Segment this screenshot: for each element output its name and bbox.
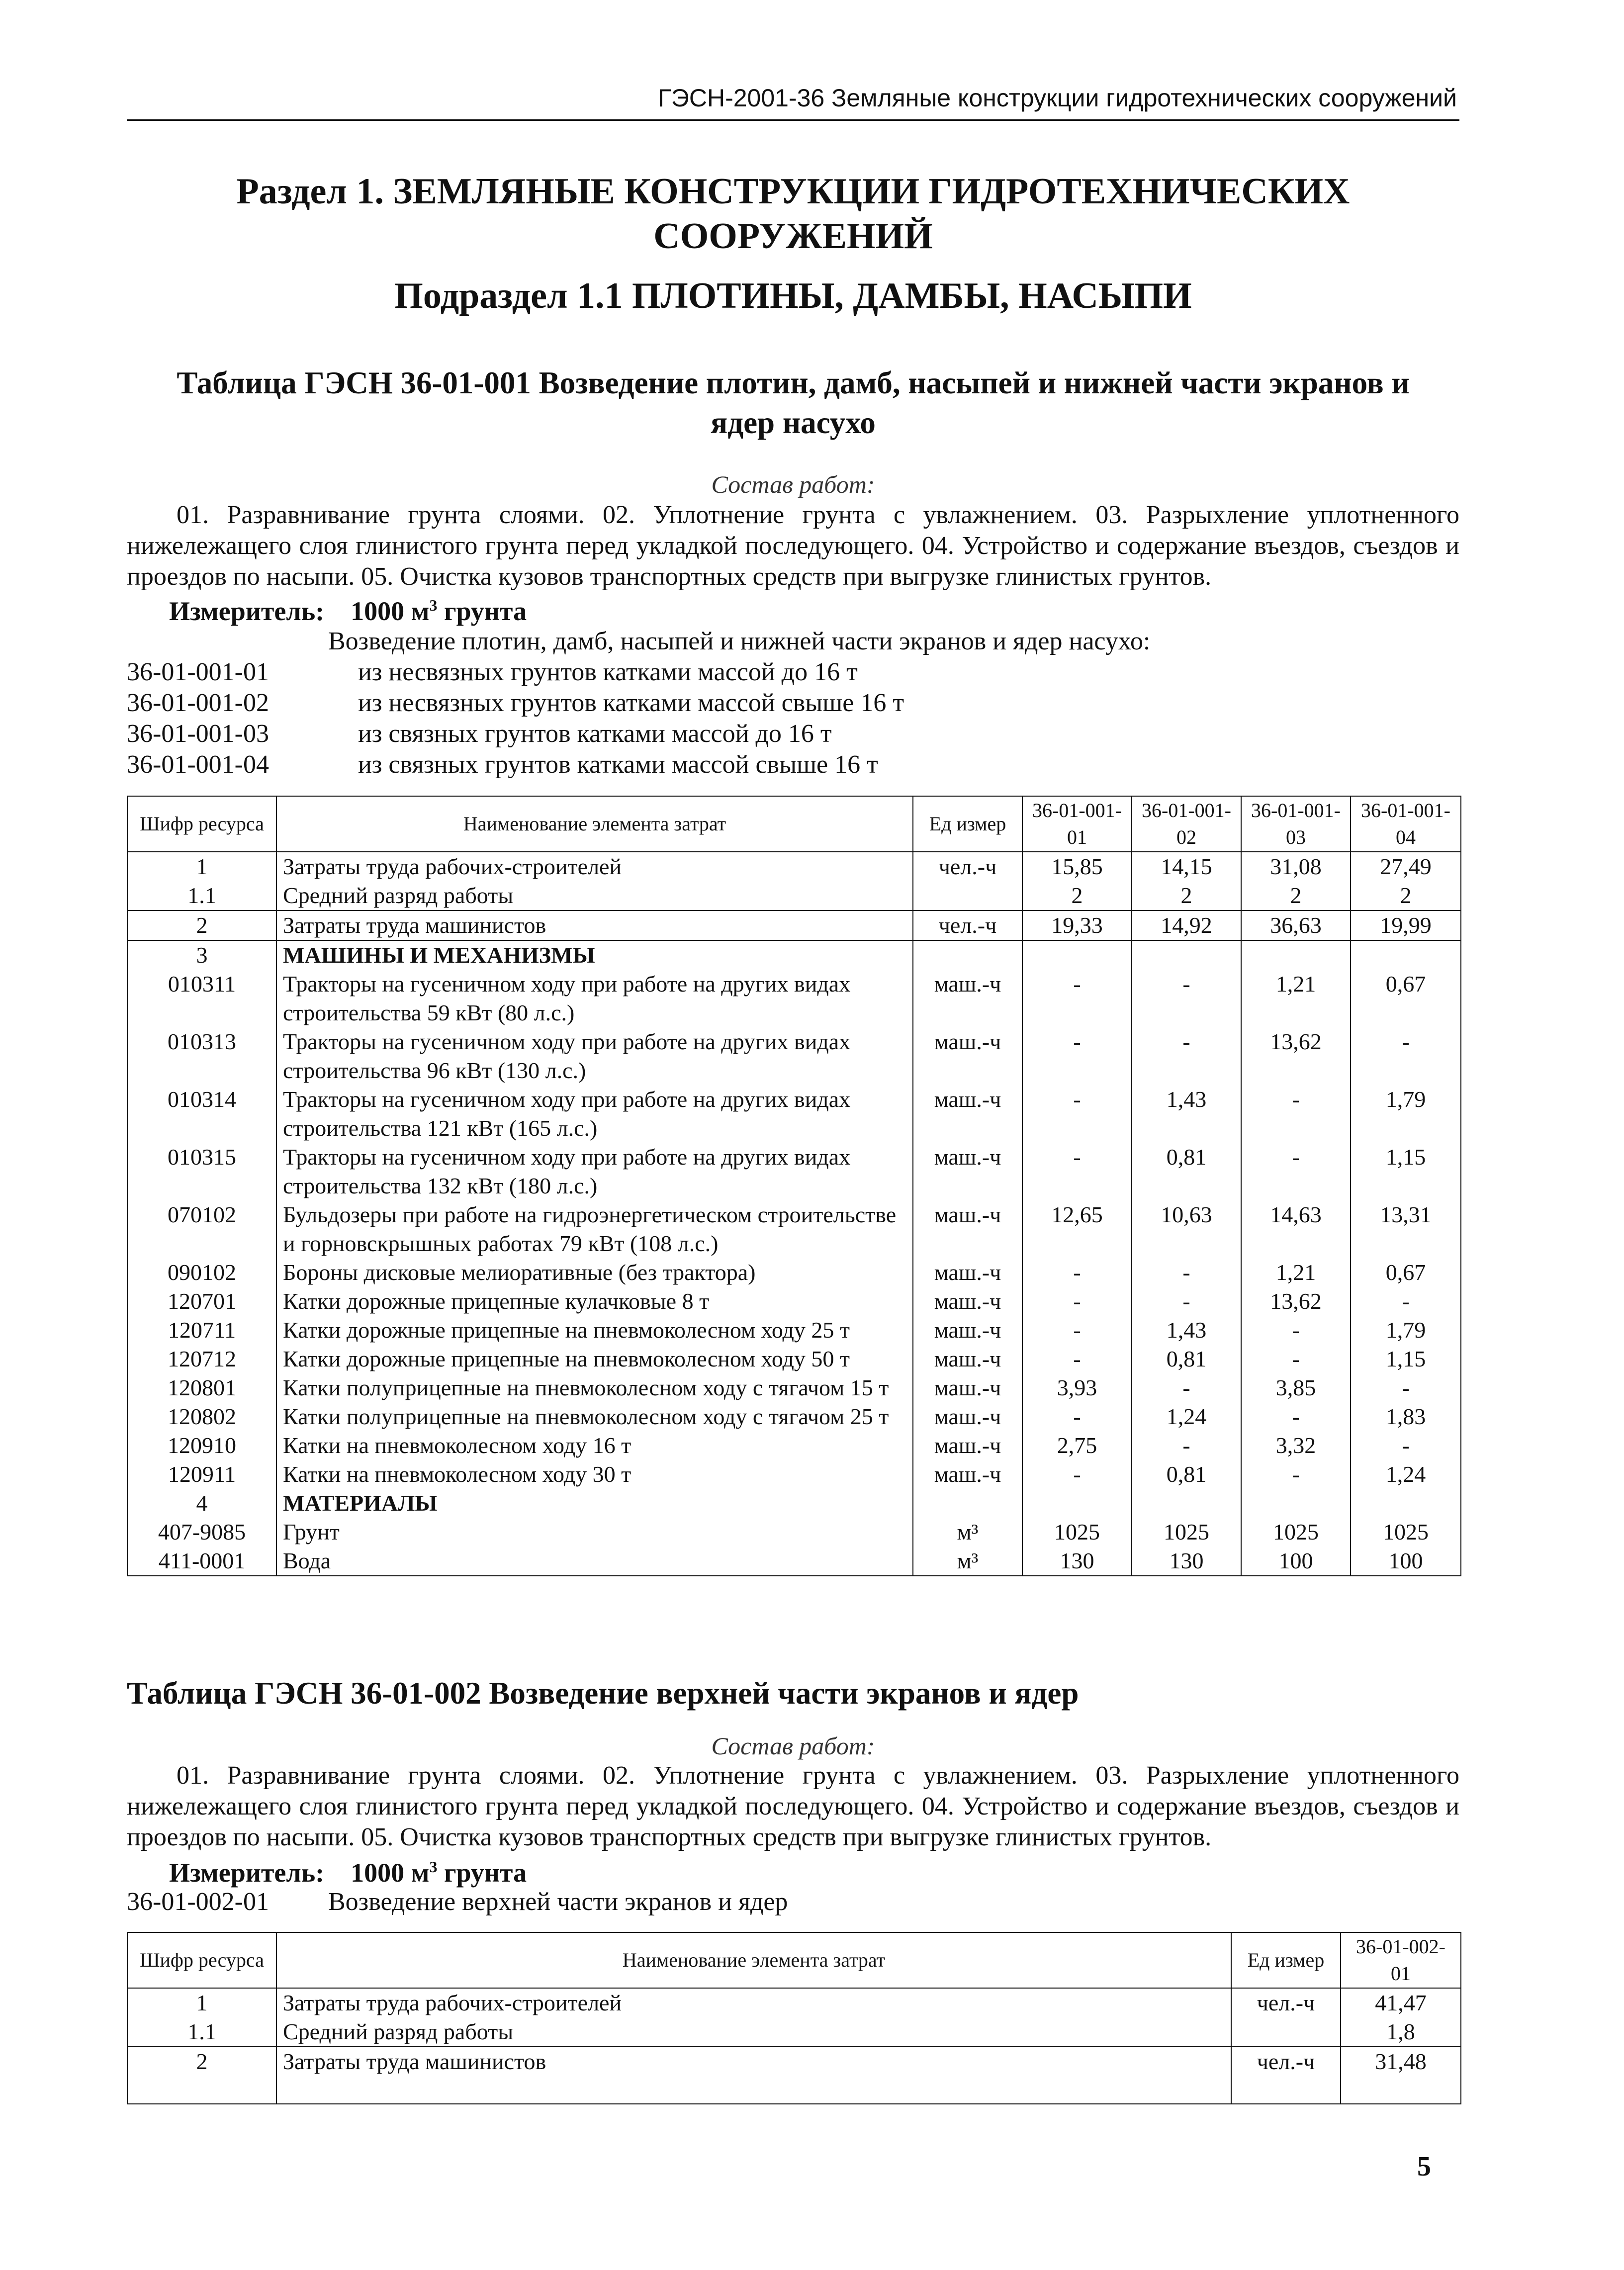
cell-code: 2	[127, 910, 276, 940]
table-row	[127, 1546, 1461, 1576]
cell-unit: м³	[913, 1518, 1022, 1546]
cell-value: -	[1351, 1373, 1461, 1402]
cell-code: 407-9085	[127, 1518, 276, 1546]
cell-name: Тракторы на гусеничном ходу при работе на других видах строительства 132 кВт (180 л.с.)	[276, 1143, 913, 1200]
cell-value: 130	[1022, 1546, 1132, 1576]
measure-value: 1000 м	[351, 596, 430, 626]
cell-unit	[913, 1489, 1022, 1518]
cell-value: 15,85	[1022, 852, 1132, 881]
cell-code: 120801	[127, 1373, 276, 1402]
cell-value: 130	[1132, 1546, 1241, 1576]
norm-code: 36-01-001-04	[127, 750, 269, 779]
norm-code: 36-01-001-02	[127, 689, 269, 717]
table-row	[127, 1287, 1461, 1316]
cell-unit: маш.-ч	[913, 1431, 1022, 1460]
cell-unit: маш.-ч	[913, 1287, 1022, 1316]
norm-name: из связных грунтов катками массой свыше 16 т	[358, 750, 878, 779]
cell-unit: маш.-ч	[913, 1143, 1022, 1200]
cell-value: 13,31	[1351, 1200, 1461, 1258]
table2-norm-code: 36-01-002-01	[127, 1888, 269, 1916]
cell-code: 120910	[127, 1431, 276, 1460]
cell-value: 2,75	[1022, 1431, 1132, 1460]
table2-sostav-label: Состав работ:	[711, 1732, 875, 1760]
cell-name: Катки дорожные прицепные кулачковые 8 т	[276, 1287, 913, 1316]
cell-value: 0,67	[1351, 1258, 1461, 1287]
table-row	[127, 1402, 1461, 1431]
cell-value: -	[1241, 1345, 1351, 1373]
table1-sostav-text: 01. Разравнивание грунта слоями. 02. Уплотнение грунта с увлажнением. 03. Разрыхление уплотненного нижележащего слоя глинистого грунта перед укладкой последующего. 04. Устройство и содержание въездов, съездов и проездов по насыпи. 05. Очистка кузовов транспортных средств при выгрузке глинистых грунтов.	[127, 501, 1459, 591]
cell-unit: маш.-ч	[913, 970, 1022, 1027]
cell-value	[1351, 940, 1461, 970]
cell-name: Бульдозеры при работе на гидроэнергетическом строительстве и горновскрышных работах 79 кВт (108 л.с.)	[276, 1200, 913, 1258]
cell-unit: маш.-ч	[913, 1402, 1022, 1431]
col-header-norm: 36-01-001-03	[1241, 796, 1351, 852]
col-header-code: Шифр ресурса	[127, 1932, 276, 1988]
col-header-name: Наименование элемента затрат	[276, 1932, 1231, 1988]
cell-value: 12,65	[1022, 1200, 1132, 1258]
cell-name: Тракторы на гусеничном ходу при работе на других видах строительства 59 кВт (80 л.с.)	[276, 970, 913, 1027]
cell-value: 0,81	[1132, 1345, 1241, 1373]
cell-value: 1,24	[1351, 1460, 1461, 1489]
table-row	[127, 1027, 1461, 1085]
cell-code: 120911	[127, 1460, 276, 1489]
cell-value: -	[1351, 1027, 1461, 1085]
norm-name: из несвязных грунтов катками массой свыше 16 т	[358, 689, 904, 717]
cell-value: -	[1022, 1085, 1132, 1143]
cell-value: 1,24	[1132, 1402, 1241, 1431]
col-header-unit: Ед измер	[1231, 1932, 1341, 1988]
cell-value: 31,48	[1341, 2047, 1461, 2104]
col-header-code: Шифр ресурса	[127, 796, 276, 852]
cell-unit: чел.-ч	[1231, 2047, 1341, 2104]
cell-code: 1	[127, 1988, 276, 2017]
table2-header-row	[127, 1932, 1461, 1988]
cell-value: 19,99	[1351, 910, 1461, 940]
cell-value: 13,62	[1241, 1027, 1351, 1085]
cell-name: Грунт	[276, 1518, 913, 1546]
cell-value: 2	[1132, 881, 1241, 910]
cell-code: 120701	[127, 1287, 276, 1316]
table-row	[127, 1431, 1461, 1460]
running-header: ГЭСН-2001-36 Земляные конструкции гидротехнических сооружений	[657, 84, 1457, 112]
cell-code: 120802	[127, 1402, 276, 1431]
cell-value	[1241, 1489, 1351, 1518]
cell-value: -	[1132, 1027, 1241, 1085]
cell-name: Бороны дисковые мелиоративные (без трактора)	[276, 1258, 913, 1287]
cell-name: Катки дорожные прицепные на пневмоколесном ходу 50 т	[276, 1345, 913, 1373]
cell-value: -	[1132, 1373, 1241, 1402]
cell-value: 1,8	[1341, 2017, 1461, 2047]
cell-name: Затраты труда машинистов	[276, 2047, 1231, 2104]
cell-code: 010314	[127, 1085, 276, 1143]
cell-name: Тракторы на гусеничном ходу при работе на других видах строительства 96 кВт (130 л.с.)	[276, 1027, 913, 1085]
cell-unit: маш.-ч	[913, 1316, 1022, 1345]
cell-code: 1.1	[127, 881, 276, 910]
cell-unit: чел.-ч	[913, 910, 1022, 940]
table-row	[127, 1085, 1461, 1143]
cell-value: -	[1022, 1143, 1132, 1200]
cell-value	[1241, 940, 1351, 970]
cell-value: -	[1022, 1460, 1132, 1489]
cell-code: 010315	[127, 1143, 276, 1200]
cell-value: 0,81	[1132, 1460, 1241, 1489]
col-header-unit: Ед измер	[913, 796, 1022, 852]
cell-code: 120711	[127, 1316, 276, 1345]
cell-name: Средний разряд работы	[276, 2017, 1231, 2047]
cell-value: 1,43	[1132, 1085, 1241, 1143]
cell-name: Тракторы на гусеничном ходу при работе на других видах строительства 121 кВт (165 л.с.)	[276, 1085, 913, 1143]
cell-value: 2	[1022, 881, 1132, 910]
cell-code: 010311	[127, 970, 276, 1027]
cell-value: -	[1022, 1287, 1132, 1316]
cell-value: -	[1241, 1085, 1351, 1143]
cell-value: -	[1022, 1316, 1132, 1345]
cell-value: 27,49	[1351, 852, 1461, 881]
cell-unit	[913, 881, 1022, 910]
cell-unit: м³	[913, 1546, 1022, 1576]
col-header-norm: 36-01-001-01	[1022, 796, 1132, 852]
cell-code: 120712	[127, 1345, 276, 1373]
table1-title-line2: ядер насухо	[711, 405, 876, 440]
cell-name: МАШИНЫ И МЕХАНИЗМЫ	[276, 940, 913, 970]
table-row	[127, 1373, 1461, 1402]
cell-value: -	[1132, 970, 1241, 1027]
cell-value: -	[1351, 1431, 1461, 1460]
table1-title-line1: Таблица ГЭСН 36-01-001 Возведение плотин, дамб, насыпей и нижней части экранов и	[177, 365, 1410, 400]
measure-label: Измеритель:	[169, 1858, 325, 1888]
cell-code: 010313	[127, 1027, 276, 1085]
cell-value: -	[1132, 1258, 1241, 1287]
cell-value: 100	[1351, 1546, 1461, 1576]
cell-value: 14,92	[1132, 910, 1241, 940]
cell-value: 3,93	[1022, 1373, 1132, 1402]
section-title	[127, 169, 1459, 259]
table-row	[127, 881, 1461, 910]
cell-value: 1025	[1022, 1518, 1132, 1546]
table1-sostav-label: Состав работ:	[711, 470, 875, 498]
cell-value: 41,47	[1341, 1988, 1461, 2017]
cell-value: 36,63	[1241, 910, 1351, 940]
cell-code: 090102	[127, 1258, 276, 1287]
cell-value	[1351, 1489, 1461, 1518]
cell-value: 1025	[1351, 1518, 1461, 1546]
table-row	[127, 1143, 1461, 1200]
table-row	[127, 1489, 1461, 1518]
cell-code: 1	[127, 852, 276, 881]
cell-unit: маш.-ч	[913, 1258, 1022, 1287]
cell-value: 1,83	[1351, 1402, 1461, 1431]
cell-value: 1025	[1241, 1518, 1351, 1546]
cell-value: -	[1132, 1287, 1241, 1316]
measure-tail: грунта	[437, 596, 527, 626]
cell-value: -	[1351, 1287, 1461, 1316]
cell-value: 14,15	[1132, 852, 1241, 881]
cell-unit: маш.-ч	[913, 1345, 1022, 1373]
table1-title	[127, 363, 1459, 443]
cell-name: Затраты труда рабочих-строителей	[276, 1988, 1231, 2017]
table2-sostav-text: 01. Разравнивание грунта слоями. 02. Уплотнение грунта с увлажнением. 03. Разрыхление уплотненного нижележащего слоя глинистого грунта перед укладкой последующего. 04. Устройство и содержание въездов, съездов и проездов по насыпи. 05. Очистка кузовов транспортных средств при выгрузке глинистых грунтов.	[127, 1761, 1459, 1851]
cell-name: Затраты труда машинистов	[276, 910, 913, 940]
measure-value: 1000 м	[351, 1858, 430, 1888]
cell-value: 1,15	[1351, 1345, 1461, 1373]
cell-unit: маш.-ч	[913, 1027, 1022, 1085]
measure-tail: грунта	[437, 1858, 527, 1888]
section-title-line1: Раздел 1. ЗЕМЛЯНЫЕ КОНСТРУКЦИИ ГИДРОТЕХНИЧЕСКИХ	[236, 171, 1350, 212]
table-row	[127, 852, 1461, 881]
table-row	[127, 940, 1461, 970]
cell-value: 13,62	[1241, 1287, 1351, 1316]
cell-value: -	[1022, 1345, 1132, 1373]
cell-name: Катки на пневмоколесном ходу 16 т	[276, 1431, 913, 1460]
cell-code: 3	[127, 940, 276, 970]
cell-value: 1,21	[1241, 970, 1351, 1027]
table-row	[127, 1460, 1461, 1489]
cell-code: 070102	[127, 1200, 276, 1258]
table-row	[127, 910, 1461, 940]
table-row	[127, 2017, 1461, 2047]
cell-value: 2	[1241, 881, 1351, 910]
page-number: 5	[1417, 2151, 1431, 2182]
subsection-title: Подраздел 1.1 ПЛОТИНЫ, ДАМБЫ, НАСЫПИ	[394, 275, 1192, 316]
cell-unit	[913, 940, 1022, 970]
table-row	[127, 1258, 1461, 1287]
measure-sup: 3	[429, 596, 438, 614]
cell-value: -	[1022, 1402, 1132, 1431]
cell-value: -	[1132, 1431, 1241, 1460]
measure-sup: 3	[429, 1858, 438, 1876]
section-title-line2: СООРУЖЕНИЙ	[653, 216, 933, 257]
cell-value: 31,08	[1241, 852, 1351, 881]
table1-measure	[169, 596, 527, 627]
table2-norm-name: Возведение верхней части экранов и ядер	[328, 1888, 788, 1916]
cell-name: Затраты труда рабочих-строителей	[276, 852, 913, 881]
table-row	[127, 970, 1461, 1027]
cell-value	[1132, 1489, 1241, 1518]
cell-value: 2	[1351, 881, 1461, 910]
col-header-norm: 36-01-001-02	[1132, 796, 1241, 852]
cell-unit: маш.-ч	[913, 1373, 1022, 1402]
cell-value: 3,85	[1241, 1373, 1351, 1402]
cell-name: Катки полуприцепные на пневмоколесном ходу с тягачом 15 т	[276, 1373, 913, 1402]
table-row	[127, 2047, 1461, 2104]
col-header-norm: 36-01-001-04	[1351, 796, 1461, 852]
cell-code: 1.1	[127, 2017, 276, 2047]
cell-name: Вода	[276, 1546, 913, 1576]
cell-value: 1,79	[1351, 1085, 1461, 1143]
col-header-name: Наименование элемента затрат	[276, 796, 913, 852]
cell-value: 0,67	[1351, 970, 1461, 1027]
norm-name: из несвязных грунтов катками массой до 16 т	[358, 658, 858, 686]
cell-value: -	[1241, 1402, 1351, 1431]
cell-code: 411-0001	[127, 1546, 276, 1576]
cell-unit	[1231, 2017, 1341, 2047]
cell-value: -	[1241, 1143, 1351, 1200]
cell-name: Катки на пневмоколесном ходу 30 т	[276, 1460, 913, 1489]
cell-value	[1132, 940, 1241, 970]
header-rule	[127, 119, 1459, 121]
cell-value: 1,15	[1351, 1143, 1461, 1200]
cell-value: -	[1241, 1316, 1351, 1345]
table-row	[127, 1200, 1461, 1258]
table-row	[127, 1316, 1461, 1345]
cell-value: -	[1241, 1460, 1351, 1489]
cell-value: 10,63	[1132, 1200, 1241, 1258]
cell-name: МАТЕРИАЛЫ	[276, 1489, 913, 1518]
cell-value: 1,21	[1241, 1258, 1351, 1287]
table2-measure	[169, 1857, 527, 1888]
table-row	[127, 1518, 1461, 1546]
cell-name: Средний разряд работы	[276, 881, 913, 910]
norm-name: из связных грунтов катками массой до 16 т	[358, 720, 832, 748]
cell-unit: маш.-ч	[913, 1200, 1022, 1258]
cell-name: Катки дорожные прицепные на пневмоколесном ходу 25 т	[276, 1316, 913, 1345]
norm-code: 36-01-001-01	[127, 658, 269, 686]
cell-name: Катки полуприцепные на пневмоколесном ходу с тягачом 25 т	[276, 1402, 913, 1431]
table2-title: Таблица ГЭСН 36-01-002 Возведение верхней части экранов и ядер	[127, 1676, 1079, 1711]
cell-value: 1,79	[1351, 1316, 1461, 1345]
norm-code: 36-01-001-03	[127, 720, 269, 748]
table1-body	[127, 852, 1461, 1576]
table-row	[127, 1988, 1461, 2017]
cell-value: -	[1022, 1258, 1132, 1287]
cell-value: 100	[1241, 1546, 1351, 1576]
table2-costs	[127, 1932, 1461, 2104]
col-header-norm: 36-01-002-01	[1341, 1932, 1461, 1988]
cell-value: 1,43	[1132, 1316, 1241, 1345]
cell-unit: маш.-ч	[913, 1460, 1022, 1489]
table1-header-row	[127, 796, 1461, 852]
table2-body	[127, 1988, 1461, 2104]
cell-value: 3,32	[1241, 1431, 1351, 1460]
cell-code: 4	[127, 1489, 276, 1518]
table-row	[127, 1345, 1461, 1373]
cell-code: 2	[127, 2047, 276, 2104]
cell-value: 0,81	[1132, 1143, 1241, 1200]
table1-costs	[127, 796, 1461, 1576]
cell-value	[1022, 1489, 1132, 1518]
cell-value: 14,63	[1241, 1200, 1351, 1258]
cell-value: -	[1022, 970, 1132, 1027]
cell-value: -	[1022, 1027, 1132, 1085]
cell-unit: чел.-ч	[1231, 1988, 1341, 2017]
cell-value	[1022, 940, 1132, 970]
cell-unit: маш.-ч	[913, 1085, 1022, 1143]
cell-value: 1025	[1132, 1518, 1241, 1546]
cell-value: 19,33	[1022, 910, 1132, 940]
table1-intro: Возведение плотин, дамб, насыпей и нижней части экранов и ядер насухо:	[328, 627, 1151, 655]
cell-unit: чел.-ч	[913, 852, 1022, 881]
measure-label: Измеритель:	[169, 596, 325, 626]
